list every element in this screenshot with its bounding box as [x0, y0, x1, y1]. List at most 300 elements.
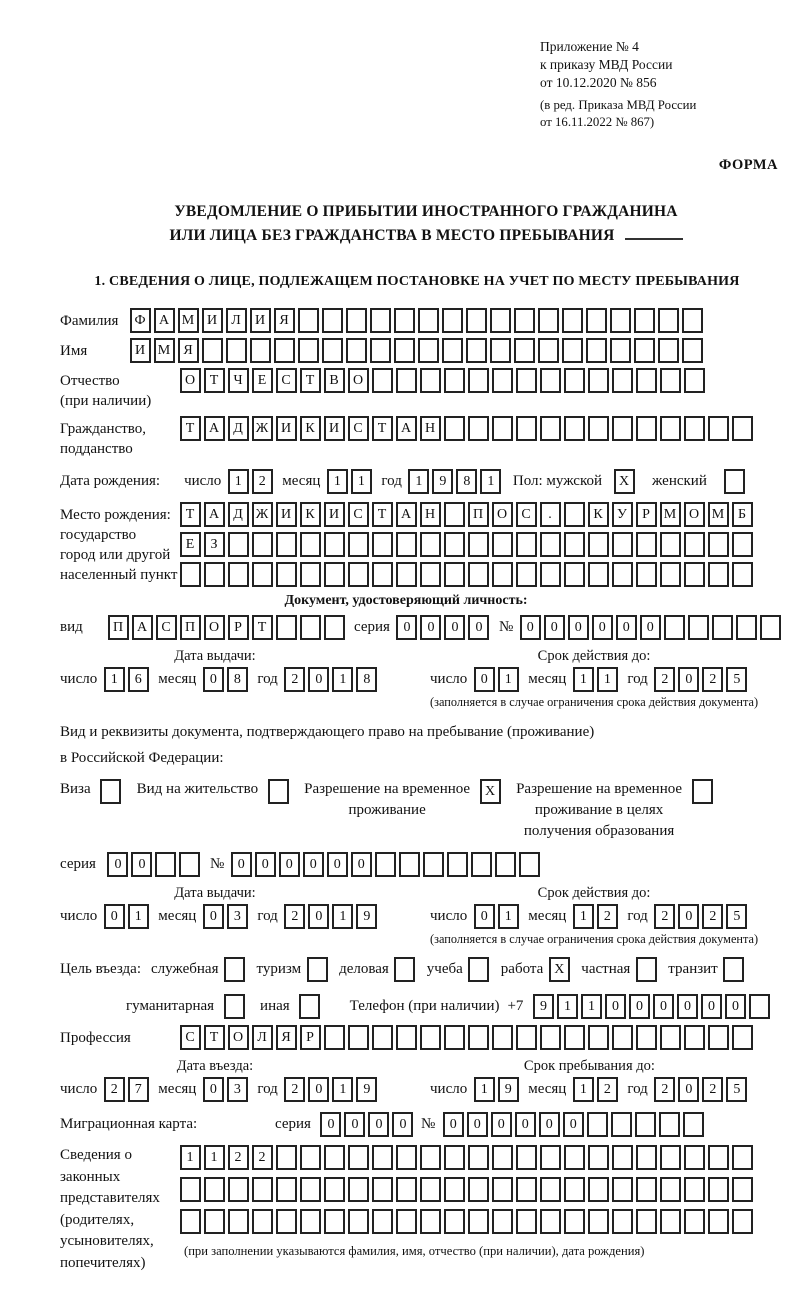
form-cell[interactable]: 1 [573, 667, 594, 692]
form-cell[interactable] [562, 338, 583, 363]
form-cell[interactable] [588, 368, 609, 393]
form-cell[interactable] [300, 1177, 321, 1202]
form-cell[interactable] [636, 1025, 657, 1050]
form-cell[interactable] [682, 308, 703, 333]
form-cell[interactable] [418, 308, 439, 333]
form-cell[interactable] [396, 1209, 417, 1234]
form-cell[interactable] [564, 416, 585, 441]
form-cell[interactable]: К [588, 502, 609, 527]
form-cell[interactable]: 0 [131, 852, 152, 877]
form-cell[interactable] [564, 532, 585, 557]
form-cell[interactable]: 0 [327, 852, 348, 877]
form-cell[interactable]: З [204, 532, 225, 557]
form-cell[interactable]: 3 [227, 904, 248, 929]
form-cell[interactable]: Ж [252, 416, 273, 441]
form-cell[interactable]: Н [420, 416, 441, 441]
form-cell[interactable] [660, 562, 681, 587]
form-cell[interactable]: С [180, 1025, 201, 1050]
form-cell[interactable]: С [276, 368, 297, 393]
form-cell[interactable] [372, 1025, 393, 1050]
form-cell[interactable]: Т [180, 416, 201, 441]
form-cell[interactable]: 2 [284, 904, 305, 929]
form-cell[interactable] [611, 1112, 632, 1137]
purpose-private-checkbox[interactable] [636, 957, 657, 982]
form-cell[interactable]: 9 [356, 904, 377, 929]
form-cell[interactable] [660, 1145, 681, 1170]
form-cell[interactable] [760, 615, 781, 640]
form-cell[interactable]: 0 [231, 852, 252, 877]
form-cell[interactable] [348, 1025, 369, 1050]
purpose-study-checkbox[interactable] [468, 957, 489, 982]
form-cell[interactable]: К [300, 416, 321, 441]
form-cell[interactable]: К [300, 502, 321, 527]
form-cell[interactable] [612, 416, 633, 441]
form-cell[interactable]: 0 [629, 994, 650, 1019]
form-cell[interactable]: Т [180, 502, 201, 527]
form-cell[interactable] [610, 308, 631, 333]
form-cell[interactable] [516, 1145, 537, 1170]
form-cell[interactable] [348, 1145, 369, 1170]
form-cell[interactable] [468, 416, 489, 441]
form-cell[interactable]: 0 [640, 615, 661, 640]
form-cell[interactable] [588, 1145, 609, 1170]
form-cell[interactable]: 8 [456, 469, 477, 494]
purpose-official-checkbox[interactable] [224, 957, 245, 982]
form-cell[interactable] [228, 1209, 249, 1234]
form-cell[interactable]: И [250, 308, 271, 333]
residence-permit-checkbox[interactable] [268, 779, 289, 804]
form-cell[interactable] [375, 852, 396, 877]
form-cell[interactable]: 2 [654, 667, 675, 692]
form-cell[interactable] [612, 1209, 633, 1234]
form-cell[interactable] [420, 532, 441, 557]
form-cell[interactable] [471, 852, 492, 877]
form-cell[interactable] [612, 532, 633, 557]
form-cell[interactable]: Е [180, 532, 201, 557]
form-cell[interactable] [468, 562, 489, 587]
form-cell[interactable] [204, 562, 225, 587]
form-cell[interactable] [276, 1209, 297, 1234]
form-cell[interactable]: 1 [128, 904, 149, 929]
form-cell[interactable] [228, 562, 249, 587]
form-cell[interactable]: 3 [227, 1077, 248, 1102]
form-cell[interactable] [396, 1177, 417, 1202]
form-cell[interactable]: О [204, 615, 225, 640]
form-cell[interactable] [634, 338, 655, 363]
form-cell[interactable] [708, 1145, 729, 1170]
form-cell[interactable]: О [684, 502, 705, 527]
form-cell[interactable]: Я [274, 308, 295, 333]
form-cell[interactable] [684, 1177, 705, 1202]
form-cell[interactable] [396, 1025, 417, 1050]
form-cell[interactable] [324, 562, 345, 587]
form-cell[interactable] [586, 308, 607, 333]
form-cell[interactable]: 0 [474, 667, 495, 692]
form-cell[interactable]: 0 [396, 615, 417, 640]
form-cell[interactable] [444, 1177, 465, 1202]
form-cell[interactable] [300, 1209, 321, 1234]
form-cell[interactable] [684, 1209, 705, 1234]
form-cell[interactable] [372, 532, 393, 557]
form-cell[interactable]: 1 [597, 667, 618, 692]
form-cell[interactable]: 2 [654, 1077, 675, 1102]
form-cell[interactable] [684, 562, 705, 587]
form-cell[interactable]: 2 [702, 904, 723, 929]
form-cell[interactable]: О [348, 368, 369, 393]
form-cell[interactable] [660, 1209, 681, 1234]
form-cell[interactable]: О [228, 1025, 249, 1050]
form-cell[interactable] [324, 1177, 345, 1202]
form-cell[interactable] [660, 532, 681, 557]
form-cell[interactable]: 0 [392, 1112, 413, 1137]
form-cell[interactable] [516, 416, 537, 441]
form-cell[interactable] [516, 1177, 537, 1202]
form-cell[interactable] [588, 1209, 609, 1234]
form-cell[interactable] [298, 308, 319, 333]
visa-checkbox[interactable] [100, 779, 121, 804]
form-cell[interactable] [423, 852, 444, 877]
form-cell[interactable] [688, 615, 709, 640]
form-cell[interactable] [514, 338, 535, 363]
form-cell[interactable]: М [708, 502, 729, 527]
form-cell[interactable] [660, 368, 681, 393]
form-cell[interactable] [683, 1112, 704, 1137]
form-cell[interactable] [660, 1177, 681, 1202]
form-cell[interactable] [444, 1209, 465, 1234]
form-cell[interactable]: 0 [104, 904, 125, 929]
form-cell[interactable] [300, 1145, 321, 1170]
form-cell[interactable] [492, 416, 513, 441]
form-cell[interactable] [348, 532, 369, 557]
form-cell[interactable]: 0 [544, 615, 565, 640]
form-cell[interactable]: 0 [368, 1112, 389, 1137]
form-cell[interactable]: Б [732, 502, 753, 527]
form-cell[interactable] [587, 1112, 608, 1137]
sex-male-checkbox[interactable]: X [614, 469, 635, 494]
form-cell[interactable]: 8 [356, 667, 377, 692]
form-cell[interactable] [516, 368, 537, 393]
form-cell[interactable] [588, 532, 609, 557]
form-cell[interactable] [636, 1209, 657, 1234]
form-cell[interactable]: 0 [203, 667, 224, 692]
form-cell[interactable]: Ф [130, 308, 151, 333]
form-cell[interactable] [372, 1209, 393, 1234]
form-cell[interactable] [492, 1025, 513, 1050]
form-cell[interactable] [514, 308, 535, 333]
form-cell[interactable] [252, 562, 273, 587]
form-cell[interactable]: А [204, 502, 225, 527]
form-cell[interactable] [588, 416, 609, 441]
form-cell[interactable]: 0 [308, 667, 329, 692]
form-cell[interactable] [346, 338, 367, 363]
form-cell[interactable] [516, 562, 537, 587]
form-cell[interactable]: 0 [320, 1112, 341, 1137]
form-cell[interactable]: 0 [520, 615, 541, 640]
form-cell[interactable]: Д [228, 416, 249, 441]
form-cell[interactable] [736, 615, 757, 640]
form-cell[interactable]: 1 [480, 469, 501, 494]
form-cell[interactable] [492, 1209, 513, 1234]
form-cell[interactable] [250, 338, 271, 363]
form-cell[interactable]: 0 [539, 1112, 560, 1137]
form-cell[interactable] [538, 338, 559, 363]
form-cell[interactable]: Л [252, 1025, 273, 1050]
form-cell[interactable] [442, 308, 463, 333]
form-cell[interactable] [540, 532, 561, 557]
form-cell[interactable]: 1 [573, 904, 594, 929]
form-cell[interactable]: 6 [128, 667, 149, 692]
form-cell[interactable]: 0 [678, 904, 699, 929]
form-cell[interactable] [732, 532, 753, 557]
form-cell[interactable]: А [204, 416, 225, 441]
form-cell[interactable] [180, 1177, 201, 1202]
form-cell[interactable]: И [324, 416, 345, 441]
form-cell[interactable] [276, 562, 297, 587]
form-cell[interactable] [300, 532, 321, 557]
form-cell[interactable] [660, 416, 681, 441]
form-cell[interactable] [180, 562, 201, 587]
form-cell[interactable] [274, 338, 295, 363]
form-cell[interactable]: 5 [726, 904, 747, 929]
form-cell[interactable]: И [276, 416, 297, 441]
form-cell[interactable]: 0 [444, 615, 465, 640]
form-cell[interactable]: 2 [252, 1145, 273, 1170]
form-cell[interactable]: Ч [228, 368, 249, 393]
form-cell[interactable]: 0 [203, 904, 224, 929]
form-cell[interactable] [634, 308, 655, 333]
form-cell[interactable]: 0 [678, 1077, 699, 1102]
form-cell[interactable] [370, 308, 391, 333]
form-cell[interactable]: А [154, 308, 175, 333]
form-cell[interactable] [372, 368, 393, 393]
form-cell[interactable] [658, 338, 679, 363]
form-cell[interactable]: 1 [332, 667, 353, 692]
form-cell[interactable]: 8 [227, 667, 248, 692]
form-cell[interactable]: А [396, 502, 417, 527]
form-cell[interactable]: 2 [654, 904, 675, 929]
form-cell[interactable] [660, 1025, 681, 1050]
form-cell[interactable]: 1 [327, 469, 348, 494]
form-cell[interactable] [468, 368, 489, 393]
form-cell[interactable] [466, 308, 487, 333]
form-cell[interactable] [372, 562, 393, 587]
form-cell[interactable] [516, 1209, 537, 1234]
sex-female-checkbox[interactable] [724, 469, 745, 494]
form-cell[interactable]: 1 [581, 994, 602, 1019]
form-cell[interactable] [516, 532, 537, 557]
form-cell[interactable] [659, 1112, 680, 1137]
form-cell[interactable] [732, 1177, 753, 1202]
form-cell[interactable]: Т [204, 1025, 225, 1050]
form-cell[interactable]: 0 [351, 852, 372, 877]
form-cell[interactable]: 2 [284, 667, 305, 692]
form-cell[interactable]: 1 [498, 667, 519, 692]
form-cell[interactable] [180, 1209, 201, 1234]
form-cell[interactable] [276, 1177, 297, 1202]
purpose-business-checkbox[interactable] [394, 957, 415, 982]
form-cell[interactable] [684, 1025, 705, 1050]
form-cell[interactable] [420, 1177, 441, 1202]
form-cell[interactable]: 0 [203, 1077, 224, 1102]
form-cell[interactable] [490, 338, 511, 363]
form-cell[interactable] [564, 368, 585, 393]
form-cell[interactable]: Т [372, 502, 393, 527]
form-cell[interactable] [732, 1025, 753, 1050]
purpose-transit-checkbox[interactable] [723, 957, 744, 982]
form-cell[interactable] [179, 852, 200, 877]
form-cell[interactable] [466, 338, 487, 363]
form-cell[interactable] [396, 1145, 417, 1170]
form-cell[interactable]: 1 [228, 469, 249, 494]
form-cell[interactable] [636, 368, 657, 393]
form-cell[interactable] [612, 1025, 633, 1050]
form-cell[interactable]: 9 [498, 1077, 519, 1102]
form-cell[interactable]: 0 [568, 615, 589, 640]
form-cell[interactable]: 0 [491, 1112, 512, 1137]
form-cell[interactable]: 0 [420, 615, 441, 640]
form-cell[interactable]: 0 [563, 1112, 584, 1137]
form-cell[interactable]: С [156, 615, 177, 640]
form-cell[interactable]: 1 [180, 1145, 201, 1170]
form-cell[interactable]: 2 [284, 1077, 305, 1102]
form-cell[interactable] [155, 852, 176, 877]
form-cell[interactable] [564, 502, 585, 527]
form-cell[interactable] [540, 1209, 561, 1234]
form-cell[interactable] [252, 532, 273, 557]
form-cell[interactable]: 0 [701, 994, 722, 1019]
form-cell[interactable] [300, 562, 321, 587]
purpose-work-checkbox[interactable]: X [549, 957, 570, 982]
form-cell[interactable] [708, 1209, 729, 1234]
form-cell[interactable]: 1 [573, 1077, 594, 1102]
form-cell[interactable]: Р [300, 1025, 321, 1050]
form-cell[interactable] [540, 562, 561, 587]
form-cell[interactable] [540, 1025, 561, 1050]
form-cell[interactable] [564, 1209, 585, 1234]
form-cell[interactable]: . [540, 502, 561, 527]
form-cell[interactable] [204, 1177, 225, 1202]
form-cell[interactable] [682, 338, 703, 363]
form-cell[interactable]: Е [252, 368, 273, 393]
form-cell[interactable]: 1 [408, 469, 429, 494]
form-cell[interactable] [492, 368, 513, 393]
form-cell[interactable]: Н [420, 502, 441, 527]
form-cell[interactable] [468, 1177, 489, 1202]
form-cell[interactable]: 1 [332, 904, 353, 929]
form-cell[interactable] [346, 308, 367, 333]
form-cell[interactable]: 5 [726, 667, 747, 692]
form-cell[interactable]: И [276, 502, 297, 527]
form-cell[interactable] [444, 1025, 465, 1050]
form-cell[interactable] [564, 1177, 585, 1202]
form-cell[interactable] [684, 532, 705, 557]
form-cell[interactable] [442, 338, 463, 363]
form-cell[interactable] [732, 416, 753, 441]
form-cell[interactable]: П [108, 615, 129, 640]
form-cell[interactable] [516, 1025, 537, 1050]
form-cell[interactable] [324, 1209, 345, 1234]
form-cell[interactable]: 2 [702, 1077, 723, 1102]
form-cell[interactable]: 2 [597, 904, 618, 929]
form-cell[interactable] [749, 994, 770, 1019]
form-cell[interactable] [276, 1145, 297, 1170]
form-cell[interactable] [322, 338, 343, 363]
form-cell[interactable]: М [660, 502, 681, 527]
form-cell[interactable] [540, 416, 561, 441]
form-cell[interactable] [444, 502, 465, 527]
form-cell[interactable]: Т [204, 368, 225, 393]
form-cell[interactable] [300, 615, 321, 640]
form-cell[interactable]: 0 [467, 1112, 488, 1137]
form-cell[interactable]: П [468, 502, 489, 527]
form-cell[interactable] [708, 562, 729, 587]
form-cell[interactable]: В [324, 368, 345, 393]
form-cell[interactable] [252, 1177, 273, 1202]
form-cell[interactable]: И [324, 502, 345, 527]
form-cell[interactable]: 0 [308, 1077, 329, 1102]
form-cell[interactable] [495, 852, 516, 877]
form-cell[interactable] [636, 1177, 657, 1202]
form-cell[interactable] [444, 1145, 465, 1170]
form-cell[interactable] [468, 1209, 489, 1234]
form-cell[interactable] [396, 562, 417, 587]
form-cell[interactable] [372, 1177, 393, 1202]
form-cell[interactable]: 0 [279, 852, 300, 877]
form-cell[interactable]: 0 [678, 667, 699, 692]
form-cell[interactable]: 0 [443, 1112, 464, 1137]
form-cell[interactable] [684, 416, 705, 441]
form-cell[interactable] [444, 562, 465, 587]
form-cell[interactable]: Т [252, 615, 273, 640]
form-cell[interactable]: Р [228, 615, 249, 640]
form-cell[interactable] [540, 1145, 561, 1170]
form-cell[interactable] [298, 338, 319, 363]
form-cell[interactable]: 1 [557, 994, 578, 1019]
form-cell[interactable]: 0 [468, 615, 489, 640]
form-cell[interactable]: 0 [107, 852, 128, 877]
form-cell[interactable] [492, 532, 513, 557]
form-cell[interactable]: 0 [616, 615, 637, 640]
form-cell[interactable] [348, 1177, 369, 1202]
form-cell[interactable] [492, 562, 513, 587]
form-cell[interactable]: 0 [592, 615, 613, 640]
form-cell[interactable] [396, 532, 417, 557]
form-cell[interactable] [664, 615, 685, 640]
form-cell[interactable] [538, 308, 559, 333]
form-cell[interactable] [636, 416, 657, 441]
form-cell[interactable] [540, 368, 561, 393]
form-cell[interactable]: 0 [255, 852, 276, 877]
form-cell[interactable] [444, 368, 465, 393]
form-cell[interactable]: 0 [474, 904, 495, 929]
form-cell[interactable] [564, 562, 585, 587]
form-cell[interactable] [372, 1145, 393, 1170]
form-cell[interactable] [202, 338, 223, 363]
form-cell[interactable] [204, 1209, 225, 1234]
form-cell[interactable] [588, 562, 609, 587]
purpose-humanitarian-checkbox[interactable] [224, 994, 245, 1019]
form-cell[interactable]: У [612, 502, 633, 527]
form-cell[interactable]: И [202, 308, 223, 333]
form-cell[interactable]: 0 [515, 1112, 536, 1137]
form-cell[interactable]: Т [372, 416, 393, 441]
form-cell[interactable] [519, 852, 540, 877]
form-cell[interactable] [562, 308, 583, 333]
form-cell[interactable] [635, 1112, 656, 1137]
form-cell[interactable] [226, 338, 247, 363]
form-cell[interactable] [420, 368, 441, 393]
form-cell[interactable] [324, 532, 345, 557]
